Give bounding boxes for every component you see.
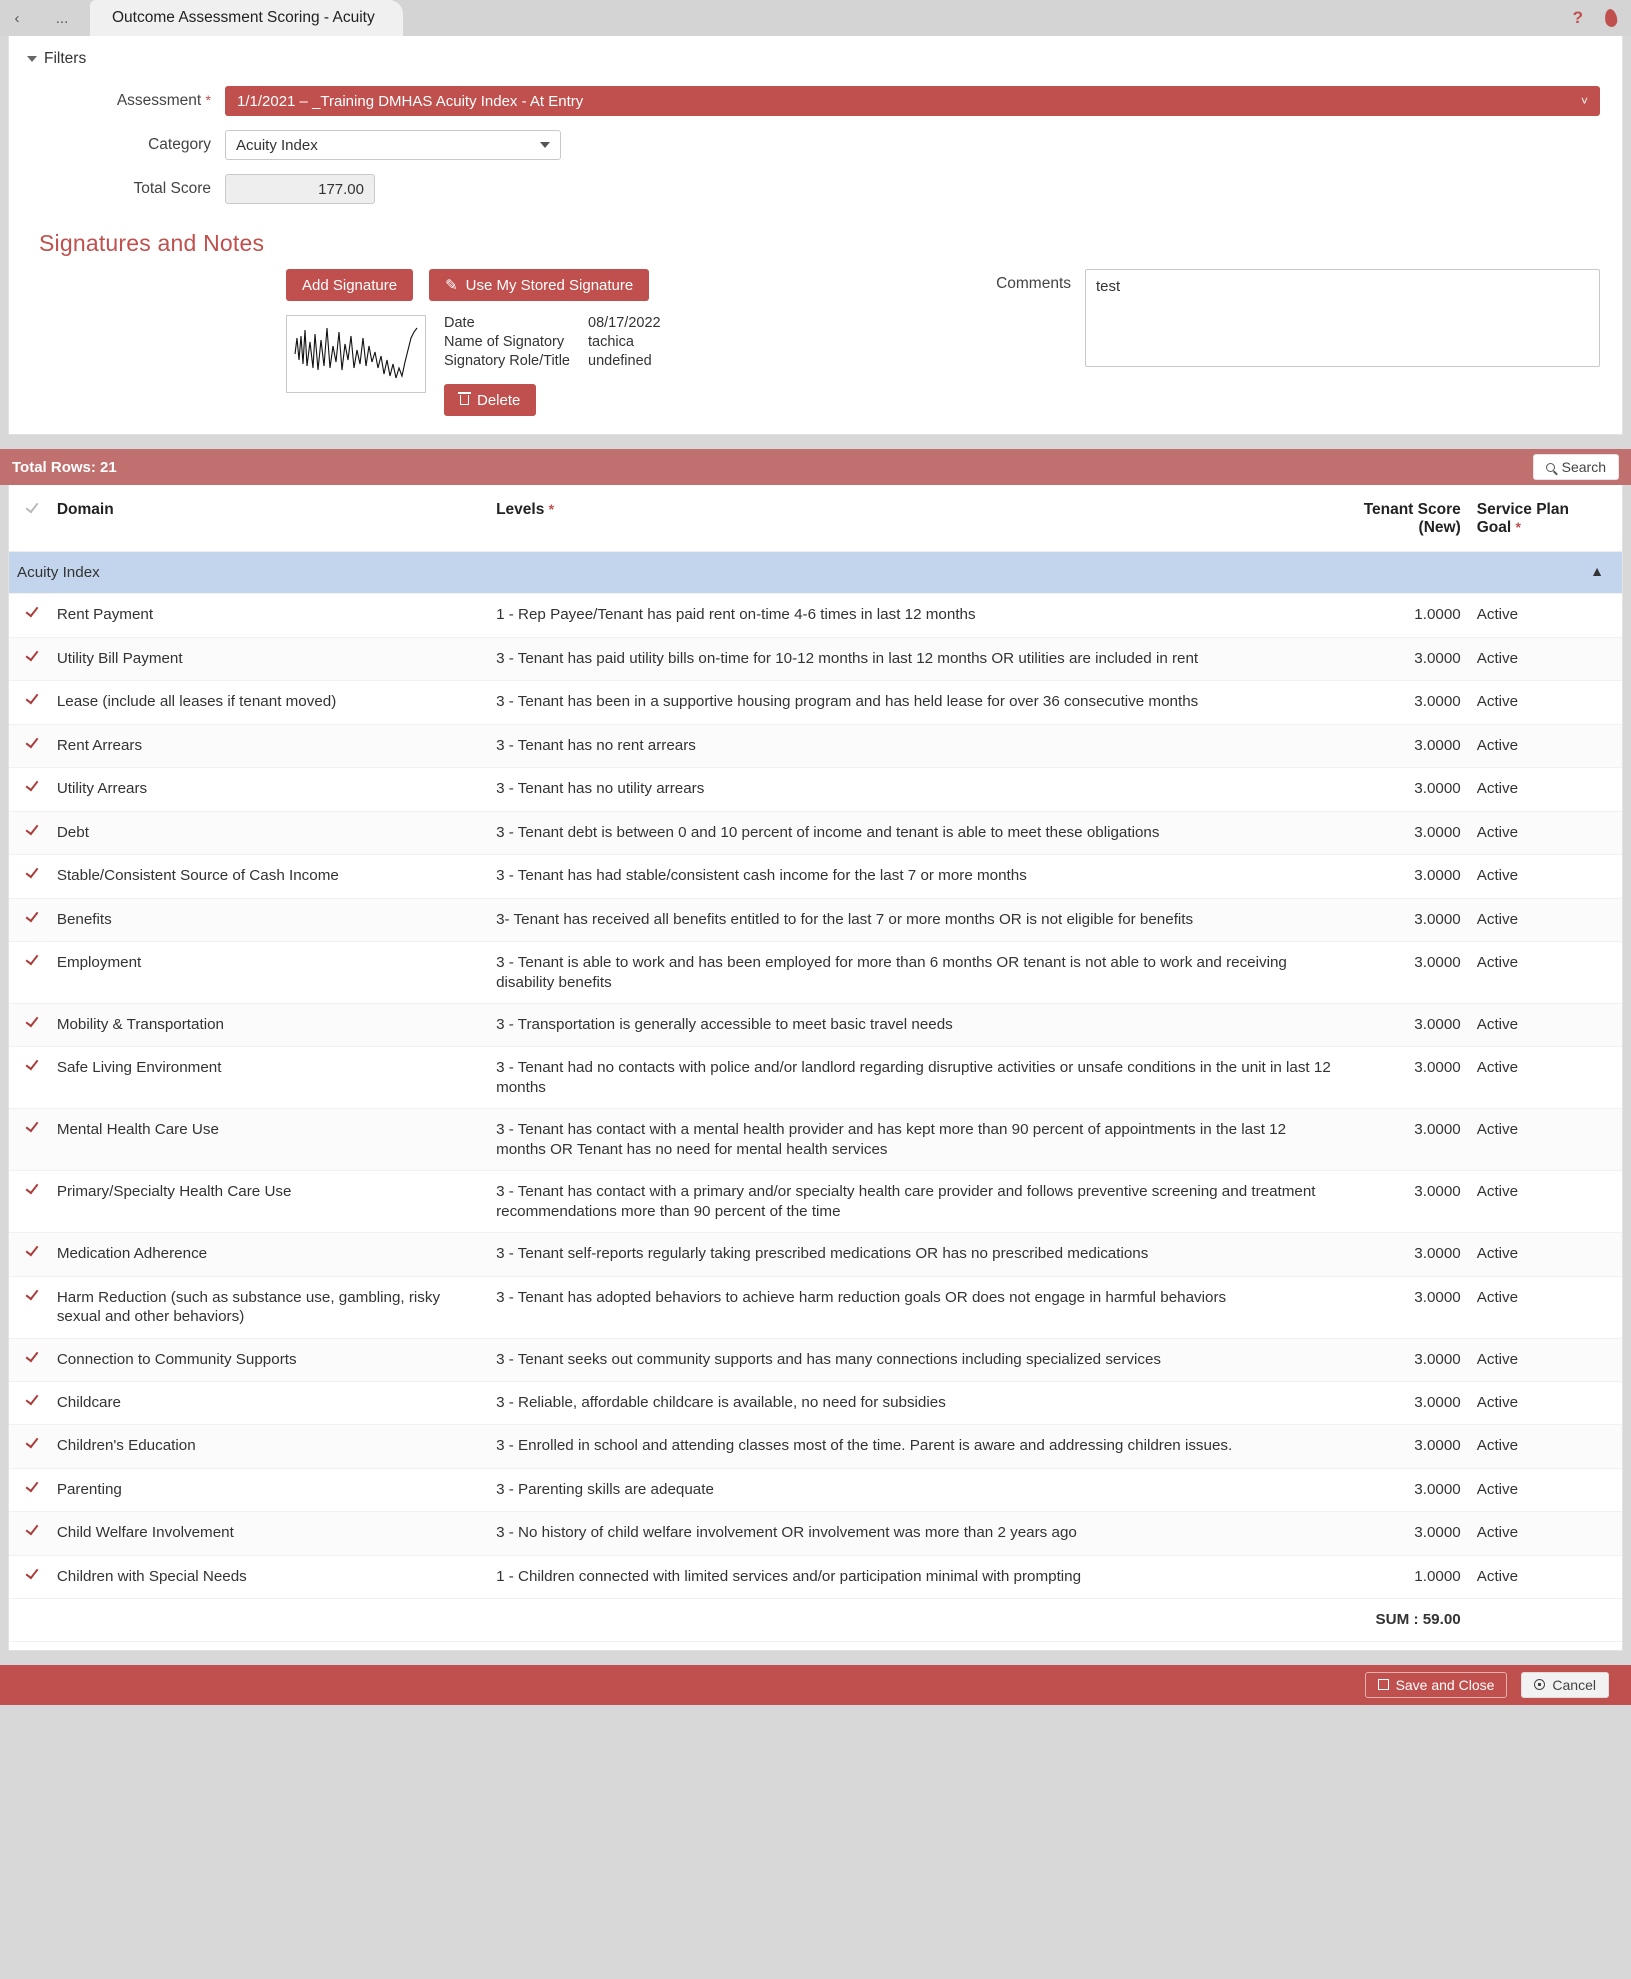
table-row[interactable]	[9, 898, 1622, 941]
cell-domain: Stable/Consistent Source of Cash Income	[49, 855, 488, 898]
table-row[interactable]	[9, 1381, 1622, 1424]
check-icon	[25, 649, 40, 664]
add-signature-button[interactable]: Add Signature	[286, 269, 413, 301]
column-tenant-score[interactable]: Tenant Score (New)	[1346, 485, 1469, 552]
cell-score: 3.0000	[1346, 1003, 1469, 1046]
tab-outcome-assessment-scoring[interactable]	[90, 0, 403, 36]
check-icon	[25, 1288, 40, 1303]
check-icon	[25, 1480, 40, 1495]
table-row[interactable]	[9, 1468, 1622, 1511]
signature-drawing-icon	[287, 316, 425, 392]
row-checkbox[interactable]	[9, 1555, 49, 1598]
cell-domain: Safe Living Environment	[49, 1047, 488, 1109]
row-checkbox[interactable]	[9, 1381, 49, 1424]
category-select[interactable]	[225, 130, 561, 160]
table-row[interactable]	[9, 855, 1622, 898]
total-rows-label: Total Rows: 21	[12, 458, 117, 476]
cell-score: 1.0000	[1346, 1555, 1469, 1598]
table-row[interactable]	[9, 1276, 1622, 1338]
check-icon	[25, 501, 40, 516]
flame-icon[interactable]	[1604, 8, 1618, 27]
window-tab-bar	[0, 0, 1631, 36]
column-service-plan-goal[interactable]: Service Plan Goal *	[1469, 485, 1622, 552]
cell-domain: Lease (include all leases if tenant moved)	[49, 681, 488, 724]
cancel-label: Cancel	[1552, 1676, 1596, 1693]
cell-goal: Active	[1469, 1109, 1622, 1171]
check-icon	[25, 605, 40, 620]
cell-goal: Active	[1469, 942, 1622, 1004]
cell-levels: 3 - Tenant has no rent arrears	[488, 724, 1346, 767]
table-row[interactable]	[9, 1338, 1622, 1381]
cell-levels: 3 - Tenant self-reports regularly taking prescribed medications OR has no prescribed medications	[488, 1233, 1346, 1276]
grid-toolbar	[0, 449, 1631, 485]
cell-goal: Active	[1469, 898, 1622, 941]
cell-levels: 3 - Tenant has had stable/consistent cash income for the last 7 or more months	[488, 855, 1346, 898]
cell-score: 3.0000	[1346, 855, 1469, 898]
row-checkbox[interactable]	[9, 637, 49, 680]
table-row[interactable]	[9, 724, 1622, 767]
row-checkbox[interactable]	[9, 1468, 49, 1511]
column-domain[interactable]: Domain	[49, 485, 488, 552]
cell-domain: Medication Adherence	[49, 1233, 488, 1276]
search-button[interactable]	[1533, 454, 1619, 480]
check-icon	[25, 1436, 40, 1451]
table-row[interactable]	[9, 1109, 1622, 1171]
delete-label: Delete	[477, 391, 521, 409]
trash-icon	[460, 395, 469, 405]
window-tab-actions	[1573, 0, 1617, 36]
comments-label: Comments	[996, 275, 1071, 292]
row-checkbox[interactable]	[9, 681, 49, 724]
cell-score: 3.0000	[1346, 1468, 1469, 1511]
cell-score: 3.0000	[1346, 637, 1469, 680]
cell-score: 3.0000	[1346, 1047, 1469, 1109]
cell-domain: Children's Education	[49, 1425, 488, 1468]
cell-levels: 3 - Tenant has contact with a mental health provider and has kept more than 90 percent of appointments in the last 12 months OR Tenant has no need for mental health services	[488, 1109, 1346, 1171]
row-checkbox[interactable]	[9, 855, 49, 898]
cell-levels: 3 - Tenant has adopted behaviors to achieve harm reduction goals OR does not engage in harmful behaviors	[488, 1276, 1346, 1338]
cell-score: 3.0000	[1346, 1109, 1469, 1171]
required-marker: *	[548, 501, 555, 517]
check-icon	[25, 1182, 40, 1197]
search-label: Search	[1561, 459, 1606, 475]
signatures-heading: Signatures and Notes	[39, 230, 265, 256]
search-icon	[1546, 463, 1555, 472]
cell-score: 3.0000	[1346, 1276, 1469, 1338]
total-score-row	[9, 174, 1622, 204]
row-checkbox[interactable]	[9, 1171, 49, 1233]
use-stored-signature-label: Use My Stored Signature	[465, 276, 634, 294]
row-checkbox[interactable]	[9, 1512, 49, 1555]
sum-label: SUM : 59.00	[1346, 1599, 1469, 1641]
cell-goal: Active	[1469, 1276, 1622, 1338]
check-icon	[25, 1120, 40, 1135]
save-label: Save and Close	[1395, 1676, 1495, 1693]
check-icon	[25, 1015, 40, 1030]
cell-goal: Active	[1469, 1468, 1622, 1511]
use-stored-signature-button[interactable]	[429, 269, 649, 301]
signature-meta-row: Name of Signatory tachica	[444, 334, 634, 350]
cell-levels: 3 - Tenant seeks out community supports and has many connections including specialized services	[488, 1338, 1346, 1381]
column-levels[interactable]: Levels *	[488, 485, 1346, 552]
check-icon	[25, 779, 40, 794]
category-label: Category	[148, 136, 211, 153]
cell-goal: Active	[1469, 855, 1622, 898]
table-row[interactable]	[9, 637, 1622, 680]
cell-goal: Active	[1469, 1425, 1622, 1468]
cell-goal: Active	[1469, 724, 1622, 767]
cell-score: 3.0000	[1346, 1381, 1469, 1424]
check-icon	[25, 1393, 40, 1408]
table-row[interactable]	[9, 1233, 1622, 1276]
save-and-close-button[interactable]	[1365, 1672, 1508, 1698]
tab-title: Outcome Assessment Scoring - Acuity	[112, 9, 375, 26]
row-checkbox[interactable]	[9, 1233, 49, 1276]
check-icon	[25, 1244, 40, 1259]
cell-domain: Primary/Specialty Health Care Use	[49, 1171, 488, 1233]
cell-score: 3.0000	[1346, 1171, 1469, 1233]
chevron-down-icon	[27, 56, 37, 62]
scoring-table	[9, 485, 1622, 1642]
table-row[interactable]	[9, 1003, 1622, 1046]
cancel-icon	[1534, 1679, 1545, 1690]
cancel-button[interactable]	[1521, 1672, 1609, 1698]
cell-domain: Connection to Community Supports	[49, 1338, 488, 1381]
cell-goal: Active	[1469, 1171, 1622, 1233]
check-icon	[25, 1567, 40, 1582]
cell-domain: Rent Payment	[49, 594, 488, 637]
tab-overflow[interactable]: ...	[55, 9, 69, 27]
category-value: Acuity Index	[236, 136, 318, 154]
cell-domain: Harm Reduction (such as substance use, gambling, risky sexual and other behaviors)	[49, 1276, 488, 1338]
cell-score: 1.0000	[1346, 594, 1469, 637]
row-checkbox[interactable]	[9, 1109, 49, 1171]
table-row[interactable]	[9, 1425, 1622, 1468]
cell-levels: 3 - Tenant has no utility arrears	[488, 768, 1346, 811]
category-row	[9, 130, 1622, 160]
cell-levels: 3 - Tenant has been in a supportive housing program and has held lease for over 36 consecutive months	[488, 681, 1346, 724]
cell-levels: 1 - Children connected with limited services and/or participation minimal with prompting	[488, 1555, 1346, 1598]
delete-signature-button[interactable]	[444, 384, 536, 416]
row-checkbox[interactable]	[9, 1003, 49, 1046]
signatures-section	[9, 257, 1622, 416]
cell-levels: 3 - Tenant debt is between 0 and 10 percent of income and tenant is able to meet these obligations	[488, 811, 1346, 854]
check-icon	[25, 1058, 40, 1073]
table-head	[9, 485, 1622, 552]
assessment-row	[9, 86, 1622, 116]
check-icon	[25, 910, 40, 925]
cell-levels: 3 - Tenant had no contacts with police and/or landlord regarding disruptive activities or unsafe conditions in the unit in last 12 months	[488, 1047, 1346, 1109]
cell-goal: Active	[1469, 1233, 1622, 1276]
table-row[interactable]	[9, 1512, 1622, 1555]
cell-domain: Rent Arrears	[49, 724, 488, 767]
signature-detail	[286, 315, 661, 416]
footer-actions	[0, 1665, 1631, 1705]
cell-levels: 3 - Tenant is able to work and has been employed for more than 6 months OR tenant is not able to work and receiving disability benefits	[488, 942, 1346, 1004]
row-checkbox[interactable]	[9, 1276, 49, 1338]
cell-score: 3.0000	[1346, 681, 1469, 724]
cell-goal: Active	[1469, 681, 1622, 724]
table-row[interactable]	[9, 1171, 1622, 1233]
table-row[interactable]	[9, 594, 1622, 637]
check-icon	[25, 692, 40, 707]
cell-levels: 3 - Transportation is generally accessible to meet basic travel needs	[488, 1003, 1346, 1046]
assessment-select[interactable]	[225, 86, 1600, 116]
row-checkbox[interactable]	[9, 594, 49, 637]
cell-domain: Mobility & Transportation	[49, 1003, 488, 1046]
table-body	[9, 552, 1622, 1642]
cell-score: 3.0000	[1346, 1338, 1469, 1381]
check-icon	[25, 823, 40, 838]
table-header-row	[9, 485, 1622, 552]
row-checkbox[interactable]	[9, 724, 49, 767]
cell-levels: 3- Tenant has received all benefits entitled to for the last 7 or more months OR is not eligible for benefits	[488, 898, 1346, 941]
cell-levels: 1 - Rep Payee/Tenant has paid rent on-time 4-6 times in last 12 months	[488, 594, 1346, 637]
cell-goal: Active	[1469, 768, 1622, 811]
help-icon[interactable]: ?	[1572, 8, 1583, 27]
check-icon	[25, 736, 40, 751]
row-checkbox[interactable]	[9, 898, 49, 941]
signature-image	[286, 315, 426, 393]
signature-pen-icon: ✎	[445, 277, 458, 294]
row-checkbox[interactable]	[9, 1338, 49, 1381]
cell-goal: Active	[1469, 594, 1622, 637]
required-marker: *	[1515, 519, 1521, 535]
cell-levels: 3 - Tenant has paid utility bills on-time for 10-12 months in last 12 months OR utilities are included in rent	[488, 637, 1346, 680]
cell-score: 3.0000	[1346, 811, 1469, 854]
cell-goal: Active	[1469, 1555, 1622, 1598]
row-checkbox[interactable]	[9, 1047, 49, 1109]
cell-goal: Active	[1469, 1512, 1622, 1555]
cell-score: 3.0000	[1346, 1425, 1469, 1468]
cell-levels: 3 - No history of child welfare involvement OR involvement was more than 2 years ago	[488, 1512, 1346, 1555]
cell-levels: 3 - Reliable, affordable childcare is available, no need for subsidies	[488, 1381, 1346, 1424]
save-icon	[1378, 1679, 1389, 1690]
cell-levels: 3 - Parenting skills are adequate	[488, 1468, 1346, 1511]
assessment-label: Assessment *	[116, 92, 211, 109]
filters-toggle[interactable]	[9, 36, 1622, 72]
table-row[interactable]	[9, 768, 1622, 811]
cell-goal: Active	[1469, 1003, 1622, 1046]
required-marker: *	[205, 92, 211, 108]
cell-score: 3.0000	[1346, 768, 1469, 811]
cell-goal: Active	[1469, 637, 1622, 680]
chevron-down-icon: ˅	[1580, 94, 1588, 108]
row-checkbox[interactable]	[9, 942, 49, 1004]
scoring-table-card	[8, 485, 1623, 1651]
row-checkbox[interactable]	[9, 768, 49, 811]
cell-domain: Mental Health Care Use	[49, 1109, 488, 1171]
signature-meta-row: Date 08/17/2022	[444, 315, 661, 331]
row-checkbox[interactable]	[9, 811, 49, 854]
total-score-field: 177.00	[225, 174, 375, 204]
chevron-up-icon[interactable]: ▲	[1590, 563, 1604, 579]
select-all-header[interactable]	[9, 485, 49, 552]
assessment-value: 1/1/2021 – _Training DMHAS Acuity Index - At Entry	[237, 92, 584, 110]
signature-metadata	[444, 315, 661, 416]
check-icon	[25, 1523, 40, 1538]
table-row[interactable]	[9, 1555, 1622, 1598]
row-checkbox[interactable]	[9, 1425, 49, 1468]
cell-score: 3.0000	[1346, 898, 1469, 941]
cell-goal: Active	[1469, 1047, 1622, 1109]
table-row[interactable]	[9, 1047, 1622, 1109]
cell-domain: Employment	[49, 942, 488, 1004]
check-icon	[25, 953, 40, 968]
comments-input[interactable]	[1085, 269, 1600, 367]
check-icon	[25, 1350, 40, 1365]
cell-domain: Utility Arrears	[49, 768, 488, 811]
cell-domain: Child Welfare Involvement	[49, 1512, 488, 1555]
cell-domain: Parenting	[49, 1468, 488, 1511]
cell-levels: 3 - Tenant has contact with a primary and/or specialty health care provider and follows preventive screening and treatment recommendations more than 90 percent of the time	[488, 1171, 1346, 1233]
signature-left-column	[9, 269, 661, 416]
cell-domain: Debt	[49, 811, 488, 854]
cell-goal: Active	[1469, 1338, 1622, 1381]
comments-section	[996, 269, 1622, 416]
cell-domain: Benefits	[49, 898, 488, 941]
cell-score: 3.0000	[1346, 1512, 1469, 1555]
cell-score: 3.0000	[1346, 724, 1469, 767]
cell-domain: Children with Special Needs	[49, 1555, 488, 1598]
signature-meta-row: Signatory Role/Title undefined	[444, 353, 652, 369]
table-row[interactable]	[9, 681, 1622, 724]
group-label: Acuity Index	[17, 564, 100, 581]
group-row-acuity-index[interactable]	[9, 552, 1622, 594]
chevron-down-icon	[540, 142, 550, 148]
table-row[interactable]	[9, 811, 1622, 854]
table-sum-row	[9, 1599, 1622, 1641]
cell-levels: 3 - Enrolled in school and attending classes most of the time. Parent is aware and addressing children issues.	[488, 1425, 1346, 1468]
cell-goal: Active	[1469, 811, 1622, 854]
cell-score: 3.0000	[1346, 942, 1469, 1004]
filters-label: Filters	[44, 50, 87, 67]
table-row[interactable]	[9, 942, 1622, 1004]
cell-domain: Childcare	[49, 1381, 488, 1424]
back-icon[interactable]: ‹	[14, 9, 20, 27]
signature-buttons	[286, 269, 661, 301]
cell-domain: Utility Bill Payment	[49, 637, 488, 680]
filters-card	[8, 36, 1623, 435]
cell-score: 3.0000	[1346, 1233, 1469, 1276]
cell-goal: Active	[1469, 1381, 1622, 1424]
total-score-label: Total Score	[133, 180, 211, 197]
check-icon	[25, 866, 40, 881]
